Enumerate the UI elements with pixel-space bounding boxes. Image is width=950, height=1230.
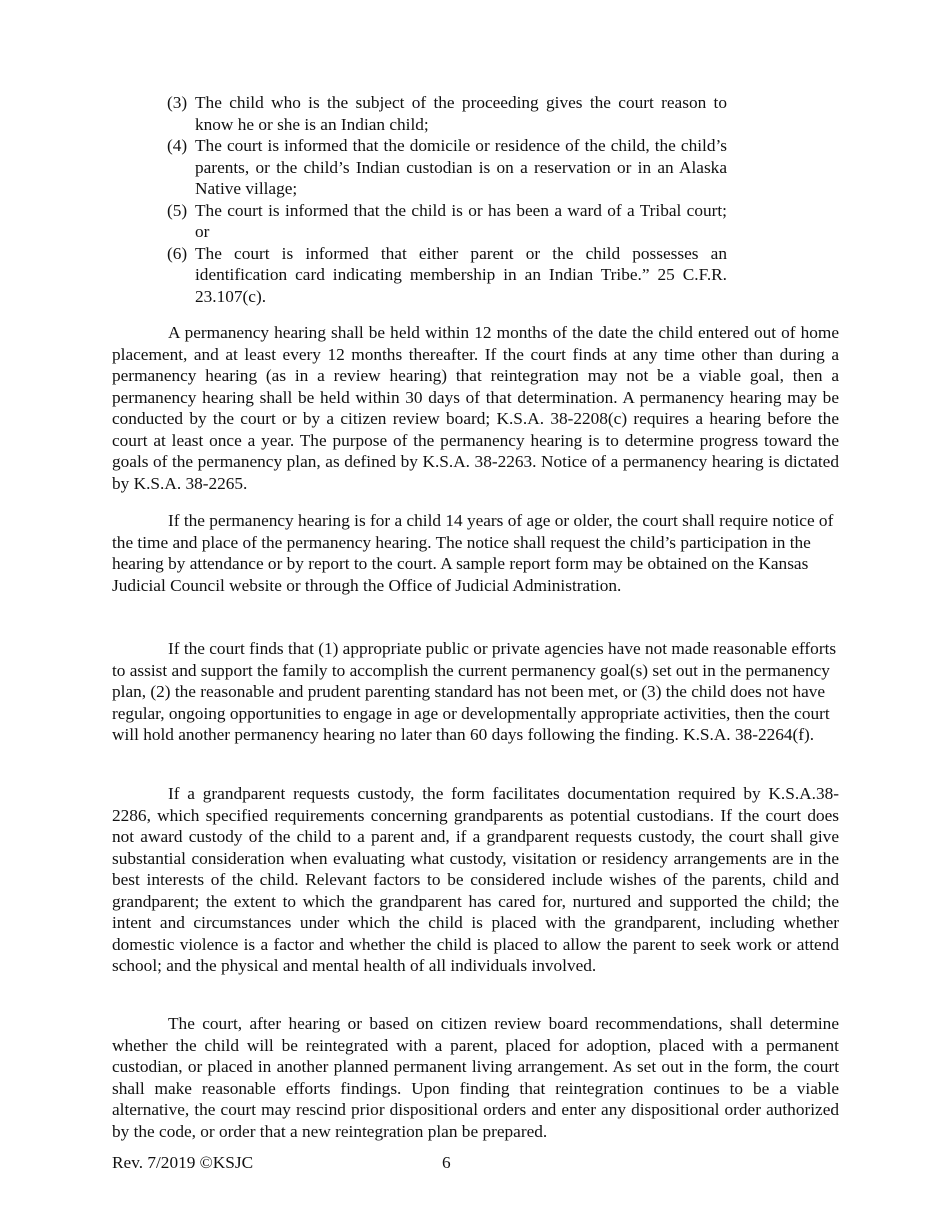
list-item-number: (3) <box>167 93 188 112</box>
list-item-number: (6) <box>167 243 188 263</box>
paragraph-grandparent-custody <box>112 783 839 977</box>
list-item-number: (5) <box>167 200 188 220</box>
numbered-criteria-list <box>167 92 727 307</box>
list-item-text: The court is informed that the child is or has been a ward of a Tribal court; or <box>195 200 727 241</box>
list-item-text: The court is informed that either parent or the child possesses an identification card indicating membership in an Indian Tribe.” 25 C.F.R. 23.107(c). <box>195 243 727 306</box>
list-item <box>167 92 727 135</box>
list-item <box>167 135 727 200</box>
paragraph-court-determination <box>112 1013 839 1142</box>
paragraph-text: If the court finds that (1) appropriate public or private agencies have not made reasonable efforts to assist and support the family to accomplish the current permanency goal(s) set out in the permanency plan, (2) the reasonable and prudent parenting standard has not been met, or (3) the child does not have regular, ongoing opportunities to engage in age or developmentally appropriate activities, then the court will hold another permanency hearing no later than 60 days following the finding. K.S.A. 38-2264(f). <box>112 639 837 744</box>
list-item-text: The child who is the subject of the proceeding gives the court reason to know he or she is an Indian child; <box>195 93 727 134</box>
page-number: 6 <box>442 1153 451 1172</box>
paragraph-child-participation <box>112 510 839 596</box>
paragraph-reasonable-efforts <box>112 638 839 746</box>
paragraph-text: The court, after hearing or based on citizen review board recommendations, shall determine whether the child will be reintegrated with a parent, placed for adoption, placed with a permanent custodian, or placed in another planned permanent living arrangement. As set out in the form, the court shall make reasonable efforts findings. Upon finding that reintegration continues to be a viable alternative, the court may rescind prior dispositional orders and enter any dispositional order authorized by the code, or order that a new reintegration plan be prepared. <box>112 1014 839 1141</box>
paragraph-text: If a grandparent requests custody, the form facilitates documentation required by K.S.A.38-2286, which specified requirements concerning grandparents as potential custodians. If the court does not award custody of the child to a parent and, if a grandparent requests custody, the court shall give substantial consideration when evaluating what custody, visitation or residency arrangements are in the best interests of the child. Relevant factors to be considered include wishes of the parents, child and grandparent; the extent to which the grandparent has cared for, nurtured and supported the child; the intent and circumstances under which the child is placed with the grandparent, including whether domestic violence is a factor and whether the child is placed to allow the parent to seek work or attend school; and the physical and mental health of all individuals involved. <box>112 784 839 975</box>
list-item-text: The court is informed that the domicile or residence of the child, the child’s parents, or the child’s Indian custodian is on a reservation or in an Alaska Native village; <box>195 136 727 198</box>
list-item <box>167 200 727 243</box>
paragraph-text: A permanency hearing shall be held within 12 months of the date the child entered out of home placement, and at least every 12 months thereafter. If the court finds at any time other than during a permanency hearing (as in a review hearing) that reintegration may not be a viable goal, then a permanency hearing shall be held within 30 days of that determination. A permanency hearing may be conducted by the court or by a citizen review board; K.S.A. 38-2208(c) requires a hearing before the court at least once a year. The purpose of the permanency hearing is to determine progress toward the goals of the permanency plan, as defined by K.S.A. 38-2263. Notice of a permanency hearing is dictated by K.S.A. 38-2265. <box>112 323 839 493</box>
revision-label: Rev. 7/2019 ©KSJC <box>112 1153 254 1172</box>
list-item-number: (4) <box>167 136 188 155</box>
list-item <box>167 243 727 308</box>
paragraph-permanency-hearing-timing <box>112 322 839 494</box>
paragraph-text: If the permanency hearing is for a child 14 years of age or older, the court shall require notice of the time and place of the permanency hearing. The notice shall request the child’s participation in the hearing by attendance or by report to the court. A sample report form may be obtained on the Kansas Judicial Council website or through the Office of Judicial Administration. <box>112 511 834 595</box>
